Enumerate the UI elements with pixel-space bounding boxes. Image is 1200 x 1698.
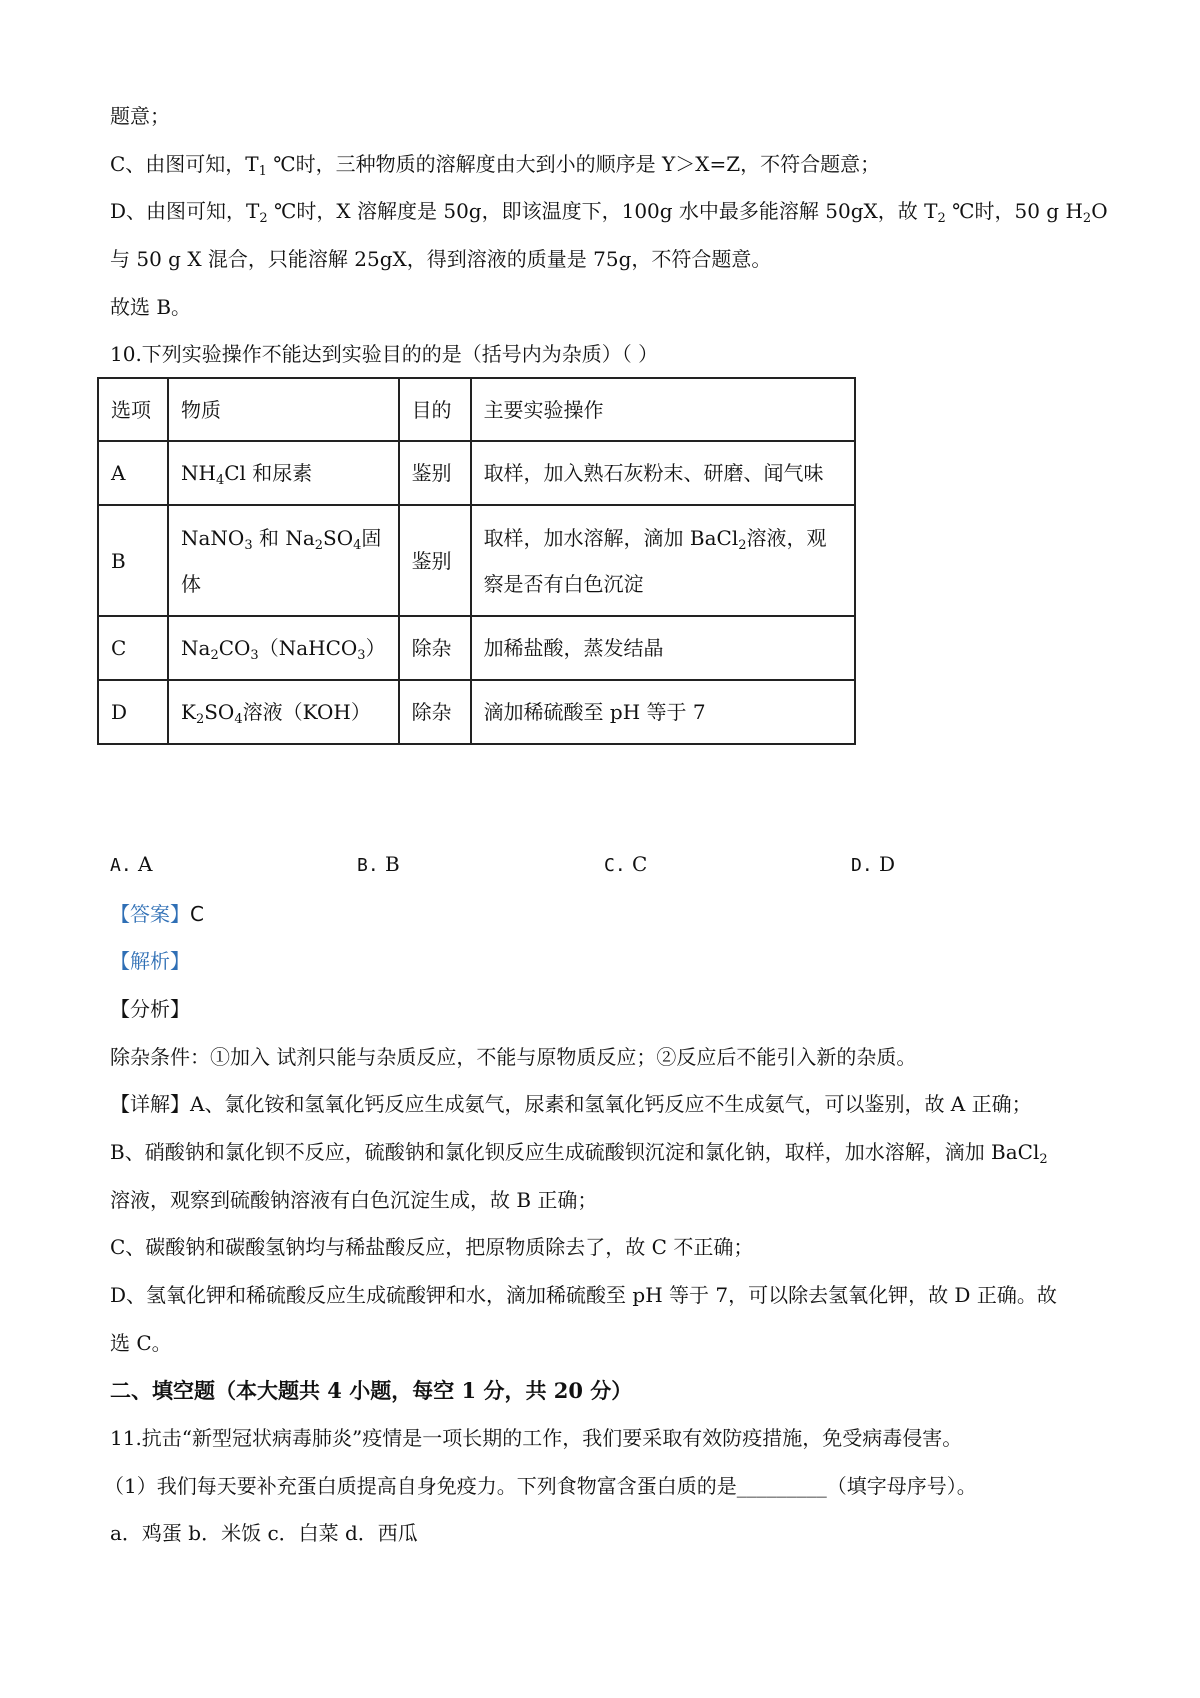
table-header: 选项 — [98, 378, 168, 441]
option-text: B — [385, 852, 400, 876]
question-11-options: a．鸡蛋 b．米饭 c．白菜 d．西瓜 — [110, 1521, 418, 1545]
table-header: 主要实验操作 — [471, 378, 855, 441]
text-span: CO — [218, 636, 251, 660]
text-span: 取样，加水溶解，滴加 BaCl — [483, 525, 739, 550]
subscript: 3 — [357, 648, 366, 663]
option-letter: B. — [357, 855, 379, 876]
xiangjie-d2: 选 C。 — [110, 1331, 172, 1355]
xiangjie-b1 — [110, 1138, 1048, 1166]
text-span: 固体 — [181, 525, 382, 596]
text-span: 溶液（KOH） — [242, 700, 371, 724]
table-cell: C — [98, 616, 168, 680]
text-span: SO — [204, 700, 235, 724]
text-line: 与 50 g X 混合，只能溶解 25gX，得到溶液的质量是 75g，不符合题意。 — [110, 247, 772, 271]
answer-line — [110, 900, 204, 928]
subscript: 4 — [234, 712, 243, 727]
text-span: Na — [181, 636, 211, 660]
option-c — [604, 850, 647, 880]
question-table — [97, 377, 856, 745]
text-line: 故选 B。 — [110, 295, 192, 319]
question-11-part-1: （1）我们每天要补充蛋白质提高自身免疫力。下列食物富含蛋白质的是_________（填字母序号）。 — [104, 1474, 977, 1498]
text-span: C、由图可知，T — [110, 152, 259, 176]
option-letter: D. — [851, 855, 873, 876]
table-cell: D — [98, 680, 168, 744]
table-row — [98, 680, 855, 744]
text-span: B、硝酸钠和氯化钡不反应，硫酸钠和氯化钡反应生成硫酸钡沉淀和氯化钠，取样，加水溶解，滴加 BaCl — [110, 1140, 1040, 1164]
table-cell: 除杂 — [399, 680, 471, 744]
subscript: 2 — [937, 211, 946, 226]
option-text: D — [879, 852, 896, 876]
section-heading: 二、填空题（本大题共 4 小题，每空 1 分，共 20 分） — [110, 1378, 633, 1403]
subscript: 4 — [215, 473, 225, 488]
subscript: 3 — [250, 648, 259, 663]
text-span: NaNO — [181, 525, 245, 550]
option-b — [357, 850, 400, 880]
text-span: ℃时，X 溶解度是 50g，即该温度下，100g 水中最多能溶解 50gX，故 T — [267, 199, 938, 223]
table-row — [98, 505, 855, 616]
table-cell: 滴加稀硫酸至 pH 等于 7 — [471, 680, 855, 744]
option-letter: A. — [110, 855, 132, 876]
table-cell: 鉴别 — [399, 505, 471, 616]
text-span: ℃时，50 g H — [945, 199, 1083, 223]
option-letter: C. — [604, 855, 626, 876]
text-line — [110, 197, 1108, 225]
subscript: 1 — [258, 164, 267, 179]
subscript: 4 — [353, 537, 362, 553]
text-span: K — [181, 700, 196, 724]
subscript: 2 — [195, 712, 205, 727]
fenxi-label: 【分析】 — [110, 997, 190, 1021]
fenxi-text: 除杂条件：①加入 试剂只能与杂质反应，不能与原物质反应；②反应后不能引入新的杂质。 — [110, 1045, 917, 1069]
table-header-row — [98, 378, 855, 441]
table-cell: A — [98, 441, 168, 505]
answer-value: C — [190, 902, 204, 926]
question-11: 11.抗击“新型冠状病毒肺炎”疫情是一项长期的工作，我们要采取有效防疫措施，免受病毒侵害。 — [110, 1426, 963, 1450]
table-cell: 加稀盐酸，蒸发结晶 — [471, 616, 855, 680]
table-cell — [168, 616, 399, 680]
question-10: 10.下列实验操作不能达到实验目的的是（括号内为杂质）（ ） — [110, 342, 659, 366]
analysis-label: 【解析】 — [110, 949, 190, 973]
subscript: 2 — [1039, 1152, 1048, 1167]
table-cell — [168, 505, 399, 616]
text-span: （NaHCO — [258, 636, 358, 660]
text-span: Cl 和尿素 — [224, 461, 313, 485]
option-text: A — [138, 852, 153, 876]
text-span: 和 Na — [252, 525, 315, 550]
text-span: ℃时，三种物质的溶解度由大到小的顺序是 Y＞X=Z，不符合题意； — [266, 152, 881, 176]
option-text: C — [632, 852, 648, 876]
table-cell — [471, 505, 855, 616]
text-line — [110, 150, 880, 178]
text-span: A、氯化铵和氢氧化钙反应生成氨气，尿素和氢氧化钙反应不生成氨气，可以鉴别，故 A 正确； — [190, 1092, 1032, 1116]
subscript: 2 — [259, 211, 268, 226]
xiangjie-c: C、碳酸钠和碳酸氢钠均与稀盐酸反应，把原物质除去了，故 C 不正确； — [110, 1235, 754, 1259]
table-cell — [168, 441, 399, 505]
text-line: 题意； — [110, 104, 170, 128]
option-a — [110, 850, 153, 880]
text-span: D、由图可知，T — [110, 199, 260, 223]
table-header: 物质 — [168, 378, 399, 441]
xiangjie-label: 【详解】 — [110, 1092, 190, 1116]
option-d — [851, 850, 895, 880]
subscript: 2 — [738, 537, 747, 553]
text-span: SO — [323, 525, 354, 550]
xiangjie-a — [110, 1090, 1032, 1118]
subscript: 2 — [314, 537, 324, 553]
text-span: ） — [365, 636, 386, 660]
text-span: 溶液，观察是否有白色沉淀 — [483, 525, 827, 596]
table-cell — [168, 680, 399, 744]
xiangjie-b2: 溶液，观察到硫酸钠溶液有白色沉淀生成，故 B 正确； — [110, 1188, 598, 1212]
subscript: 2 — [210, 648, 219, 663]
text-span: NH — [181, 461, 216, 485]
table-header: 目的 — [399, 378, 471, 441]
text-span: O — [1091, 199, 1108, 223]
table-cell: 鉴别 — [399, 441, 471, 505]
table-cell: B — [98, 505, 168, 616]
table-row — [98, 616, 855, 680]
table-row — [98, 441, 855, 505]
table-cell: 取样，加入熟石灰粉末、研磨、闻气味 — [471, 441, 855, 505]
answer-label: 【答案】 — [110, 902, 190, 926]
xiangjie-d1: D、氢氧化钾和稀硫酸反应生成硫酸钾和水，滴加稀硫酸至 pH 等于 7，可以除去氢氧化钾，故 D 正确。故 — [110, 1283, 1057, 1307]
subscript: 2 — [1082, 211, 1092, 226]
subscript: 3 — [244, 537, 253, 553]
table-cell: 除杂 — [399, 616, 471, 680]
